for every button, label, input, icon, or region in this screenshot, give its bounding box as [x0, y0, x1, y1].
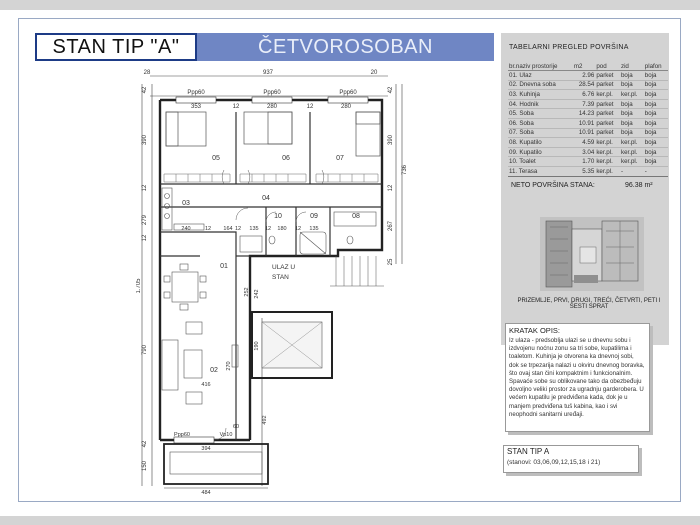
cell-wall: boja: [620, 118, 644, 128]
cell-m2: 1.70: [573, 157, 595, 167]
dim-inner-13: 270: [226, 361, 232, 371]
dim-left-2: 390: [142, 134, 148, 146]
cell-floor: parket: [595, 99, 620, 109]
col-header-m2: m2: [573, 62, 595, 71]
key-plan-caption: PRIZEMLJE, PRVI, DRUGI, TREĆI, ČETVRTI, PETI I ŠESTI SPRAT: [517, 298, 661, 310]
apartment-type-title: STAN TIP "A": [35, 33, 197, 61]
dim-left-4: 279: [142, 214, 148, 226]
bottom-window-label-2: Vp10: [219, 432, 233, 438]
floor-plan: [136, 64, 496, 498]
terrace: [164, 444, 268, 484]
cell-floor: ker.pl.: [595, 166, 620, 176]
net-area-label: NETO POVRŠINA STANA:: [511, 182, 595, 189]
cell-ceiling: boja: [644, 128, 668, 138]
col-header-wall: zid: [620, 62, 644, 71]
doors: [214, 170, 324, 440]
dim-left-7: 42: [142, 440, 148, 448]
cell-wall: ker.pl.: [620, 90, 644, 100]
dim-right-1: 42: [388, 86, 394, 94]
cell-m2: 3.04: [573, 147, 595, 157]
dim-inner-8: 12: [294, 226, 302, 232]
cell-floor: ker.pl.: [595, 90, 620, 100]
room-label-09: 09: [310, 213, 318, 220]
apartment-units-title: STAN TIP A: [507, 447, 550, 456]
cell-wall: boja: [620, 128, 644, 138]
dining-table: [164, 264, 206, 310]
area-table-row: [508, 157, 668, 167]
outer-walls: [160, 100, 382, 440]
area-table-row: [508, 109, 668, 119]
cell-wall: boja: [620, 71, 644, 81]
beds: [166, 112, 380, 156]
area-table-row: [508, 71, 668, 81]
room-type-title: ČETVOROSOBAN: [197, 33, 494, 61]
entrance-label-line2: STAN: [272, 274, 289, 281]
room-label-06: 06: [282, 155, 290, 162]
dim-room06-width: 280: [266, 104, 278, 110]
cell-room: 09. Kupatilo: [508, 147, 573, 157]
wardrobes: [164, 174, 378, 182]
dim-right-5: 25: [388, 258, 394, 266]
cell-ceiling: boja: [644, 90, 668, 100]
dim-top-right: 20: [370, 70, 378, 76]
cell-room: 10. Toalet: [508, 157, 573, 167]
key-plan-drawing: [540, 217, 644, 291]
cell-m2: 5.35: [573, 166, 595, 176]
cell-ceiling: boja: [644, 147, 668, 157]
cell-ceiling: boja: [644, 109, 668, 119]
cell-ceiling: boja: [644, 157, 668, 167]
dim-inner-10: 252: [244, 287, 250, 297]
cell-floor: parket: [595, 118, 620, 128]
dim-inner-12: 190: [254, 341, 260, 351]
cell-floor: ker.pl.: [595, 138, 620, 148]
cell-wall: ker.pl.: [620, 157, 644, 167]
dim-right-2: 390: [388, 134, 394, 146]
cell-ceiling: boja: [644, 80, 668, 90]
area-table-row: [508, 118, 668, 128]
dim-room07-width: 280: [340, 104, 352, 110]
description-title: KRATAK OPIS:: [509, 326, 560, 335]
cell-room: 02. Dnevna soba: [508, 80, 573, 90]
area-table-row: [508, 90, 668, 100]
dim-right-4: 267: [388, 220, 394, 232]
area-table-row: [508, 166, 668, 176]
room-label-05: 05: [212, 155, 220, 162]
cell-floor: parket: [595, 71, 620, 81]
room-label-07: 07: [336, 155, 344, 162]
floor-key-plan: [540, 217, 644, 291]
dim-left-6: 790: [142, 344, 148, 356]
dim-left-8: 150: [142, 460, 148, 472]
cell-m2: 14.23: [573, 109, 595, 119]
cell-room: 11. Terasa: [508, 166, 573, 176]
room-label-03: 03: [182, 200, 190, 207]
cell-m2: 10.91: [573, 128, 595, 138]
cell-m2: 6.76: [573, 90, 595, 100]
dim-inner-11: 242: [254, 289, 260, 299]
top-frame-bar: [0, 0, 700, 10]
cell-floor: parket: [595, 128, 620, 138]
kitchen-counter: [162, 188, 204, 230]
cell-wall: ker.pl.: [620, 138, 644, 148]
area-table-row: [508, 99, 668, 109]
cell-room: 06. Soba: [508, 118, 573, 128]
room-label-04: 04: [262, 195, 270, 202]
area-table-row: [508, 138, 668, 148]
cell-room: 05. Soba: [508, 109, 573, 119]
cell-ceiling: boja: [644, 71, 668, 81]
cell-wall: -: [620, 166, 644, 176]
dim-left-1: 42: [142, 86, 148, 94]
bottom-window-label-1: Ppp60: [174, 432, 190, 438]
cell-m2: 28.54: [573, 80, 595, 90]
room-label-02: 02: [210, 367, 218, 374]
area-table-header: [508, 62, 668, 71]
cell-m2: 7.39: [573, 99, 595, 109]
area-table-row: [508, 147, 668, 157]
cell-room: 08. Kupatilo: [508, 138, 573, 148]
dim-inner-2: 12: [204, 226, 212, 232]
bottom-frame-bar: [0, 516, 700, 525]
dimension-lines: [142, 76, 402, 488]
dim-inner-16: 60: [232, 424, 240, 430]
cell-ceiling: boja: [644, 118, 668, 128]
dim-top-total: 937: [262, 70, 274, 76]
net-area-value: 96.38 m²: [625, 182, 653, 189]
dim-inner-7: 180: [277, 226, 287, 232]
stairwell: [330, 256, 384, 286]
cell-wall: boja: [620, 80, 644, 90]
area-table-title: TABELARNI PREGLED POVRŠINA: [509, 44, 629, 51]
dim-left-total: 1.705: [136, 278, 142, 294]
col-header-ceiling: plafon: [644, 62, 668, 71]
dim-inner-4: 12: [234, 226, 242, 232]
dim-inner-18: 484: [201, 490, 211, 496]
dim-wall-1: 12: [232, 104, 240, 110]
dim-inner-14: 492: [262, 415, 268, 425]
interior-walls: [160, 112, 382, 440]
room-label-10: 10: [274, 213, 282, 220]
dim-left-5: 12: [142, 234, 148, 242]
col-header-floor: pod: [595, 62, 620, 71]
dim-inner-15: 416: [201, 382, 211, 388]
area-table: [508, 62, 668, 177]
dim-right-3: 12: [388, 184, 394, 192]
cell-floor: ker.pl.: [595, 157, 620, 167]
cell-m2: 4.59: [573, 138, 595, 148]
col-header-name: br.naziv prostorije: [508, 62, 573, 71]
description-text: Iz ulaza - predsoblja ulazi se u dnevnu sobu i izdvojenu noćnu zonu sa tri sobe, kupatilima i toaletom. Kuhinja je otvorena ka dnevnoj sobi, dok se trpezarija nalazi u okviru dnevnog boravka, što ovaj stan čini kompaktnim i funkcionalnim. Spavaće sobe su oblikovane tako da obezbeđuju dovoljno veliki prostor za ugradnju garderobera. U većem kupatilu je predviđena kada, dok je u manjem predviđena tuš kabina, kao i svi neophodni sanitarni uređaji.: [509, 337, 645, 418]
cell-wall: boja: [620, 99, 644, 109]
cell-ceiling: boja: [644, 99, 668, 109]
dim-inner-17: 394: [201, 446, 211, 452]
dim-wall-2: 12: [306, 104, 314, 110]
window-label-3: Ppp60: [339, 90, 357, 96]
window-label-1: Ppp60: [187, 90, 205, 96]
cell-room: 01. Ulaz: [508, 71, 573, 81]
cell-floor: parket: [595, 109, 620, 119]
dim-room05-width: 353: [190, 104, 202, 110]
dim-right-total: 736: [402, 164, 408, 176]
window-label-2: Ppp60: [263, 90, 281, 96]
area-table-row: [508, 128, 668, 138]
room-label-08: 08: [352, 213, 360, 220]
balcony-shaft: [252, 312, 332, 378]
cell-room: 03. Kuhinja: [508, 90, 573, 100]
apartment-units-list: (stanovi: 03,06,09,12,15,18 i 21): [507, 459, 601, 466]
cell-room: 04. Hodnik: [508, 99, 573, 109]
cell-floor: ker.pl.: [595, 147, 620, 157]
cell-wall: ker.pl.: [620, 147, 644, 157]
cell-ceiling: boja: [644, 138, 668, 148]
dim-inner-5: 135: [249, 226, 259, 232]
cell-m2: 2.96: [573, 71, 595, 81]
dim-top-left: 28: [143, 70, 151, 76]
cell-m2: 10.91: [573, 118, 595, 128]
cell-floor: parket: [595, 80, 620, 90]
dim-inner-6: 12: [264, 226, 272, 232]
cell-ceiling: -: [644, 166, 668, 176]
cell-room: 07. Soba: [508, 128, 573, 138]
room-label-01: 01: [220, 263, 228, 270]
area-table-row: [508, 80, 668, 90]
entrance-label-line1: ULAZ U: [272, 264, 296, 271]
dim-left-3: 12: [142, 184, 148, 192]
dim-inner-1: 240: [181, 226, 191, 232]
cell-wall: boja: [620, 109, 644, 119]
dim-inner-9: 135: [309, 226, 319, 232]
windows: [174, 97, 368, 443]
dim-inner-3: 164: [223, 226, 233, 232]
